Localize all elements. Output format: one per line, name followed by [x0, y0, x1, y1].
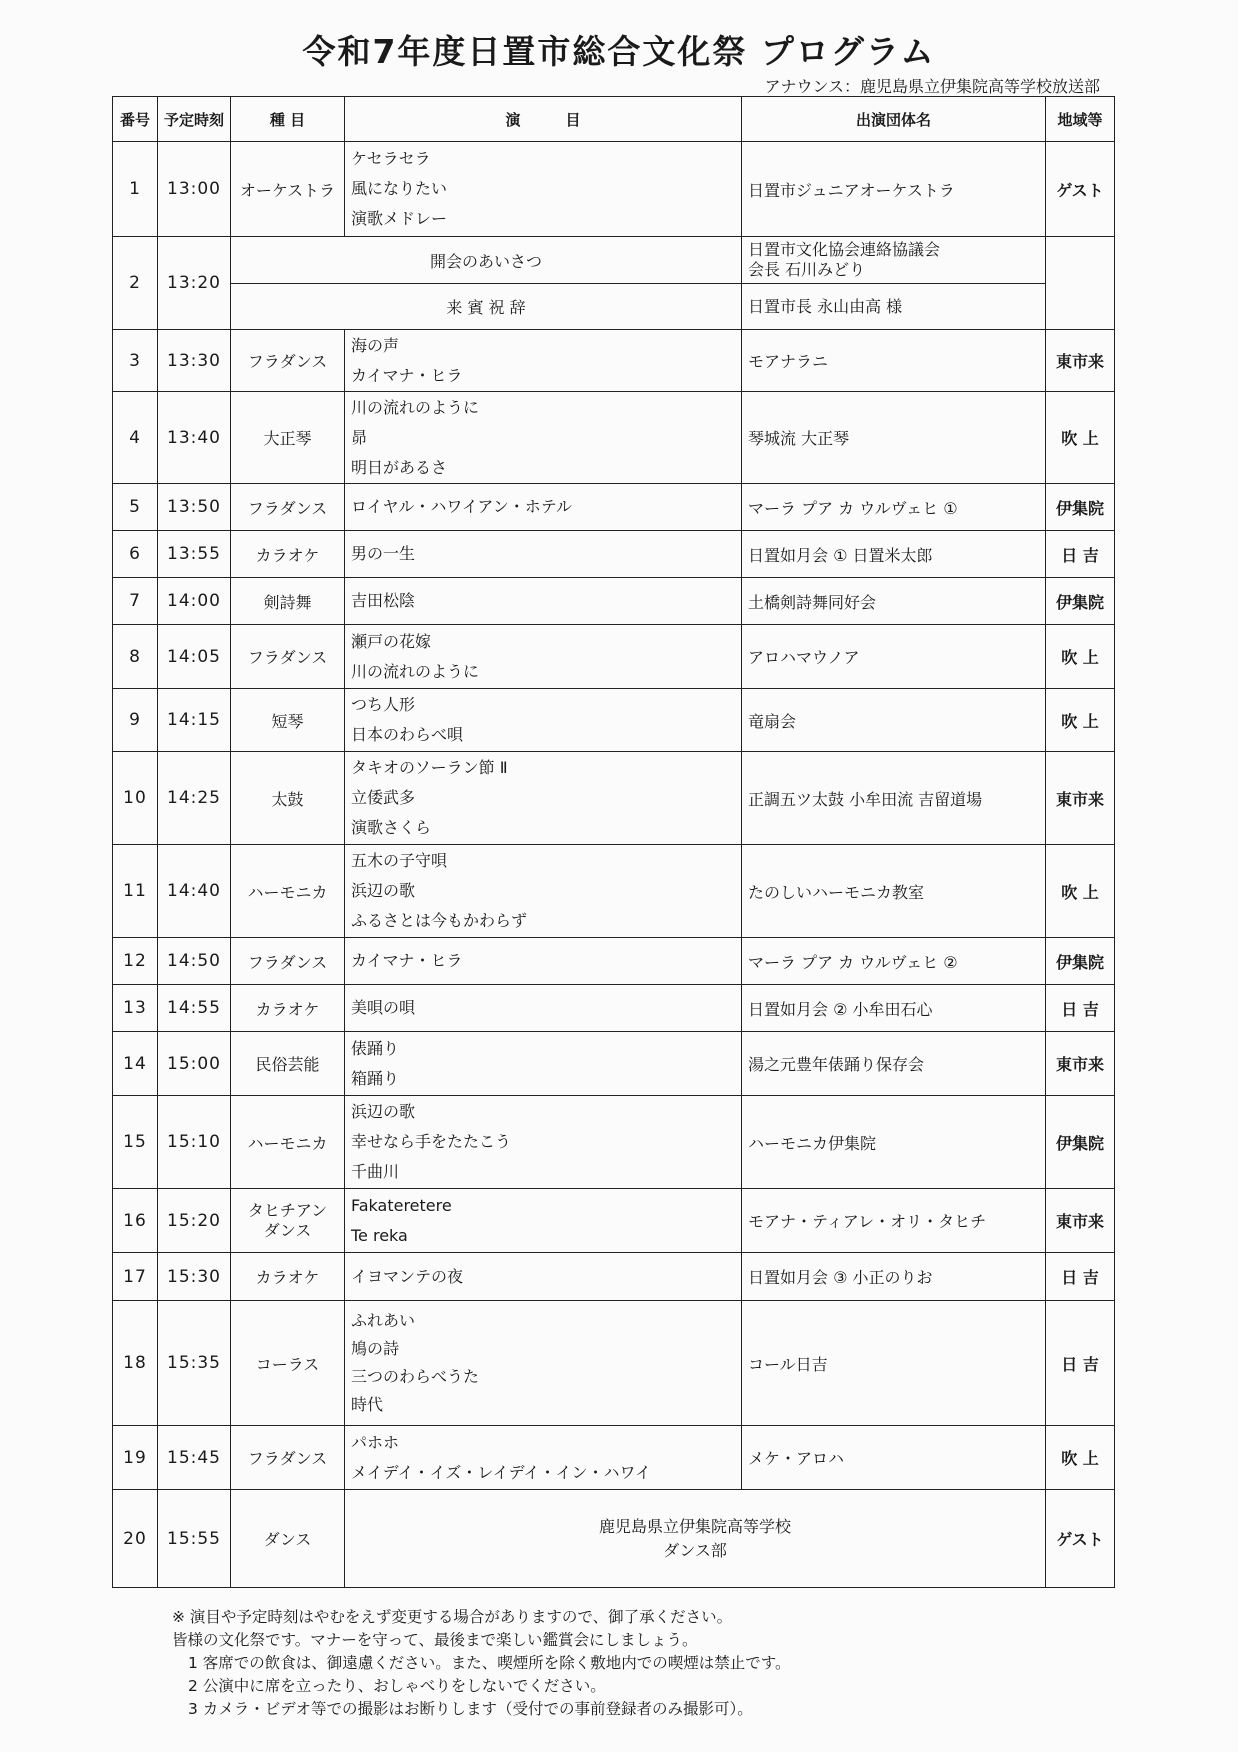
row-genre: 大正琴 [231, 392, 345, 484]
piece-title: 海の声 [351, 335, 400, 355]
row-group: メケ・アロハ [742, 1426, 1046, 1490]
row-genre: 太鼓 [231, 752, 345, 845]
piece-title: メイデイ・イズ・レイデイ・イン・ハワイ [351, 1462, 652, 1482]
table-row [113, 142, 1115, 237]
row-pieces [345, 578, 742, 625]
row-group: 日置市ジュニアオーケストラ [742, 142, 1046, 237]
row-group: 正調五ツ太鼓 小牟田流 吉留道場 [742, 752, 1046, 845]
row-time: 14:50 [158, 938, 231, 985]
piece-title: 千曲川 [351, 1162, 400, 1181]
piece-title: 鳩の詩 [351, 1339, 400, 1358]
row-genre: フラダンス [231, 1426, 345, 1490]
row-group: 日置如月会 ① 日置米太郎 [742, 531, 1046, 578]
row-genre: フラダンス [231, 330, 345, 392]
piece-title: 浜辺の歌 [351, 1102, 416, 1121]
row-pieces [345, 1253, 742, 1301]
table-row [113, 330, 1115, 392]
piece-title: 時代 [351, 1395, 384, 1414]
note-line: 2 公演中に席を立ったり、おしゃべりをしないでください。 [188, 1677, 606, 1695]
piece-title: ふれあい [351, 1311, 416, 1330]
row-number: 14 [113, 1032, 158, 1096]
piece-title: 演歌さくら [351, 818, 432, 837]
row-region [1046, 237, 1115, 330]
row-pieces [345, 1032, 742, 1096]
row-pieces [345, 484, 742, 531]
table-row [113, 484, 1115, 531]
piece-title: 風になりたい [351, 179, 448, 198]
row-time: 13:30 [158, 330, 231, 392]
row-number: 16 [113, 1189, 158, 1253]
row-region: 吹 上 [1046, 689, 1115, 752]
table-header-row [113, 97, 1115, 142]
row-number: 3 [113, 330, 158, 392]
row-region: ゲスト [1046, 1490, 1115, 1588]
row-time: 14:15 [158, 689, 231, 752]
row-genre: フラダンス [231, 938, 345, 985]
row-genre: 民俗芸能 [231, 1032, 345, 1096]
row-region: 日 吉 [1046, 531, 1115, 578]
row-pieces [345, 985, 742, 1032]
row-number: 5 [113, 484, 158, 531]
row-number: 17 [113, 1253, 158, 1301]
merged-line: ダンス部 [663, 1540, 727, 1560]
row-number: 10 [113, 752, 158, 845]
row-group: 日置如月会 ③ 小正のりお [742, 1253, 1046, 1301]
piece-title: Te reka [351, 1225, 408, 1245]
row-genre: 短琴 [231, 689, 345, 752]
program-rows [113, 142, 1115, 1588]
row-pieces [345, 531, 742, 578]
row-number: 15 [113, 1096, 158, 1189]
row-region: 吹 上 [1046, 845, 1115, 938]
piece-title: イヨマンテの夜 [351, 1266, 464, 1286]
row-region: 吹 上 [1046, 625, 1115, 689]
row-time: 13:50 [158, 484, 231, 531]
row-number: 12 [113, 938, 158, 985]
table-row [113, 938, 1115, 985]
row-region: ゲスト [1046, 142, 1115, 237]
row-pieces [345, 1301, 742, 1426]
table-row [113, 1032, 1115, 1096]
row-time: 14:40 [158, 845, 231, 938]
row-genre: カラオケ [231, 1253, 345, 1301]
row-group [742, 284, 1046, 330]
row-region: 吹 上 [1046, 1426, 1115, 1490]
row-group: 土橋剣詩舞同好会 [742, 578, 1046, 625]
note-line: ※ 演目や予定時刻はやむをえず変更する場合がありますので、御了承ください。 [172, 1608, 733, 1626]
row-pieces [345, 142, 742, 237]
table-row [113, 985, 1115, 1032]
row-region: 東市来 [1046, 330, 1115, 392]
row-genre: 剣詩舞 [231, 578, 345, 625]
note-line: 皆様の文化祭です。マナーを守って、最後まで楽しい鑑賞会にしましょう。 [172, 1631, 698, 1649]
row-pieces [345, 392, 742, 484]
header-group: 出演団体名 [742, 97, 1046, 142]
row-region: 吹 上 [1046, 392, 1115, 484]
row-group: アロハマウノア [742, 625, 1046, 689]
row-genre: ハーモニカ [231, 1096, 345, 1189]
row-time: 14:00 [158, 578, 231, 625]
row-number: 11 [113, 845, 158, 938]
row-time: 15:45 [158, 1426, 231, 1490]
piece-title: 男の一生 [351, 544, 416, 563]
row-time: 15:20 [158, 1189, 231, 1253]
note-line: 1 客席での飲食は、御遠慮ください。また、喫煙所を除く敷地内での喫煙は禁止です。 [188, 1654, 791, 1672]
row-region: 東市来 [1046, 1189, 1115, 1253]
row-pieces [345, 1189, 742, 1253]
row-region: 伊集院 [1046, 578, 1115, 625]
row-genre [231, 1189, 345, 1253]
row-number: 9 [113, 689, 158, 752]
row-genre: コーラス [231, 1301, 345, 1426]
piece-title: ふるさとは今もかわらず [351, 911, 528, 930]
header-region: 地域等 [1046, 97, 1115, 142]
piece-title: 瀬戸の花嫁 [351, 631, 432, 651]
piece-title: 三つのわらべうた [351, 1367, 480, 1386]
row-group: ハーモニカ伊集院 [742, 1096, 1046, 1189]
merged-performance [345, 1490, 1046, 1588]
row-pieces [345, 689, 742, 752]
piece-title: 川の流れのように [351, 661, 480, 681]
row-region: 日 吉 [1046, 985, 1115, 1032]
row-group: 湯之元豊年俵踊り保存会 [742, 1032, 1046, 1096]
row-time: 13:55 [158, 531, 231, 578]
table-row [113, 752, 1115, 845]
table-row [113, 689, 1115, 752]
piece-title: 五木の子守唄 [351, 851, 448, 870]
table-row [113, 1301, 1115, 1426]
table-row [113, 237, 1115, 284]
row-group: マーラ プア カ ウルヴェヒ ② [742, 938, 1046, 985]
row-pieces [345, 330, 742, 392]
table-row [113, 1189, 1115, 1253]
notes-block [172, 1606, 791, 1721]
table-row [113, 284, 1115, 330]
row-group: 琴城流 大正琴 [742, 392, 1046, 484]
row-genre: カラオケ [231, 985, 345, 1032]
row-time: 13:00 [158, 142, 231, 237]
row-region: 伊集院 [1046, 938, 1115, 985]
row-region: 伊集院 [1046, 484, 1115, 531]
row-group: モアナラニ [742, 330, 1046, 392]
row-number: 2 [113, 237, 158, 330]
row-number: 20 [113, 1490, 158, 1588]
row-group: 日置如月会 ② 小牟田石心 [742, 985, 1046, 1032]
piece-title: 美唄の唄 [351, 998, 416, 1017]
row-number: 18 [113, 1301, 158, 1426]
row-time: 14:05 [158, 625, 231, 689]
page-title: 令和7年度日置市総合文化祭 プログラム [302, 32, 936, 71]
piece-title: パホホ [351, 1432, 400, 1452]
table-row [113, 625, 1115, 689]
row-region: 東市来 [1046, 752, 1115, 845]
row-number: 19 [113, 1426, 158, 1490]
program-table [112, 96, 1115, 1588]
row-time: 15:35 [158, 1301, 231, 1426]
row-group [742, 237, 1046, 284]
row-time: 13:40 [158, 392, 231, 484]
piece-title: 俵踊り [351, 1038, 400, 1058]
row-time: 14:25 [158, 752, 231, 845]
row-group: たのしいハーモニカ教室 [742, 845, 1046, 938]
row-time: 15:55 [158, 1490, 231, 1588]
piece-title: 明日があるさ [351, 457, 448, 477]
row-time: 15:00 [158, 1032, 231, 1096]
row-number: 7 [113, 578, 158, 625]
row-genre: ダンス [231, 1490, 345, 1588]
row-region: 伊集院 [1046, 1096, 1115, 1189]
row-genre: カラオケ [231, 531, 345, 578]
piece-title: ロイヤル・ハワイアン・ホテル [351, 497, 572, 516]
piece-title: カイマナ・ヒラ [351, 365, 463, 385]
row-pieces [345, 1096, 742, 1189]
merged-line: 鹿児島県立伊集院高等学校 [598, 1516, 791, 1536]
row-genre: オーケストラ [231, 142, 345, 237]
piece-title: 幸せなら手をたたこう [351, 1132, 512, 1151]
piece-title: カイマナ・ヒラ [351, 951, 463, 970]
row-number: 6 [113, 531, 158, 578]
announcer-credit: アナウンス：鹿児島県立伊集院高等学校放送部 [764, 77, 1100, 96]
row-number: 4 [113, 392, 158, 484]
row-region: 日 吉 [1046, 1301, 1115, 1426]
row-region: 日 吉 [1046, 1253, 1115, 1301]
row-genre: フラダンス [231, 625, 345, 689]
table-row [113, 1490, 1115, 1588]
ceremony-title: 開会のあいさつ [231, 237, 742, 284]
table-row [113, 531, 1115, 578]
row-number: 13 [113, 985, 158, 1032]
piece-title: つち人形 [351, 695, 416, 714]
genre-line: タヒチアン [247, 1200, 328, 1220]
ceremony-title: 来 賓 祝 辞 [231, 284, 742, 330]
row-region: 東市来 [1046, 1032, 1115, 1096]
table-row [113, 845, 1115, 938]
row-time: 13:20 [158, 237, 231, 330]
piece-title: 川の流れのように [351, 397, 480, 417]
row-pieces [345, 845, 742, 938]
row-genre: ハーモニカ [231, 845, 345, 938]
header-pieces: 演 目 [345, 97, 742, 142]
row-time: 15:10 [158, 1096, 231, 1189]
piece-title: Fakateretere [351, 1195, 452, 1215]
piece-title: 立倭武多 [351, 788, 416, 807]
piece-title: 浜辺の歌 [351, 881, 416, 900]
row-number: 1 [113, 142, 158, 237]
row-genre: フラダンス [231, 484, 345, 531]
header-genre: 種 目 [231, 97, 345, 142]
piece-title: 日本のわらべ唄 [351, 725, 464, 744]
row-time: 15:30 [158, 1253, 231, 1301]
table-row [113, 392, 1115, 484]
group-line: 日置市文化協会連絡協議会 [748, 240, 941, 259]
row-group: 竜扇会 [742, 689, 1046, 752]
group-line: 日置市長 永山由高 様 [748, 296, 903, 316]
note-line: 3 カメラ・ビデオ等での撮影はお断りします（受付での事前登録者のみ撮影可）。 [188, 1700, 753, 1718]
row-time: 14:55 [158, 985, 231, 1032]
row-pieces [345, 1426, 742, 1490]
group-line: 会長 石川みどり [748, 260, 866, 279]
genre-line: ダンス [263, 1220, 312, 1240]
row-group: マーラ プア カ ウルヴェヒ ① [742, 484, 1046, 531]
table-row [113, 1096, 1115, 1189]
piece-title: 演歌メドレー [351, 209, 448, 228]
piece-title: タキオのソーラン節 Ⅱ [351, 758, 508, 777]
row-pieces [345, 938, 742, 985]
piece-title: 吉田松陰 [351, 591, 416, 610]
row-pieces [345, 625, 742, 689]
table-row [113, 1253, 1115, 1301]
row-number: 8 [113, 625, 158, 689]
row-pieces [345, 752, 742, 845]
table-row [113, 1426, 1115, 1490]
header-no: 番号 [113, 97, 158, 142]
header-time: 予定時刻 [158, 97, 231, 142]
piece-title: ケセラセラ [351, 149, 431, 168]
piece-title: 箱踊り [351, 1068, 400, 1088]
row-group: モアナ・ティアレ・オリ・タヒチ [742, 1189, 1046, 1253]
table-row [113, 578, 1115, 625]
row-group: コール日吉 [742, 1301, 1046, 1426]
piece-title: 昴 [351, 427, 368, 447]
